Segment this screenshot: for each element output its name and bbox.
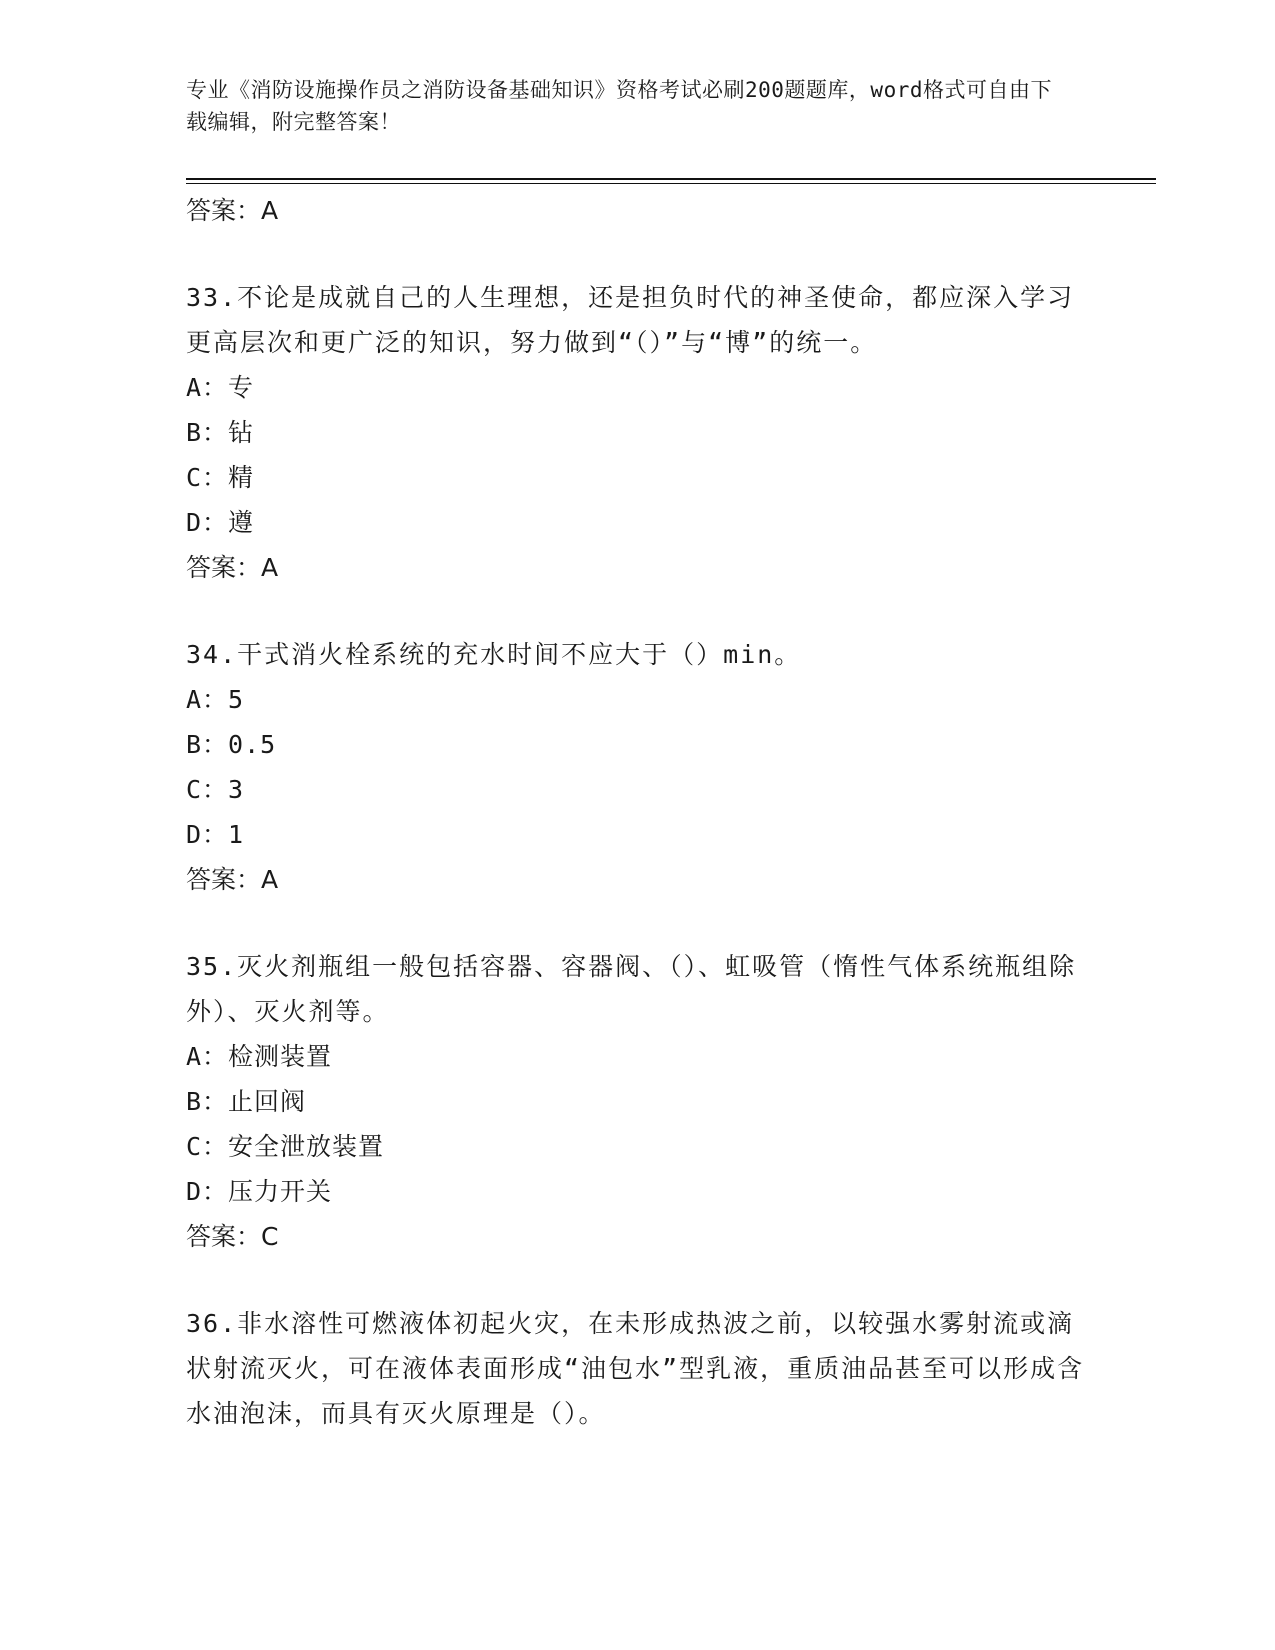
- question-35: [186, 944, 1086, 1259]
- question-36: [186, 1301, 1086, 1436]
- question-stem: 36.非水溶性可燃液体初起火灾，在未形成热波之前，以较强水雾射流或滴状射流灭火，可在液体表面形成“油包水”型乳液，重质油品甚至可以形成含水油泡沫，而具有灭火原理是（）。: [186, 1309, 1085, 1428]
- option-a: A：5: [186, 685, 245, 714]
- option-b: B：止回阀: [186, 1087, 307, 1116]
- option-b: B：钻: [186, 418, 255, 447]
- option-c: C：3: [186, 775, 245, 804]
- option-d: D：压力开关: [186, 1177, 333, 1206]
- option-d: D：1: [186, 820, 245, 849]
- answer-line: 答案：A: [186, 553, 279, 582]
- answer-line: 答案：C: [186, 1222, 279, 1251]
- option-c: C：安全泄放装置: [186, 1132, 385, 1161]
- option-b: B：0.5: [186, 730, 277, 759]
- option-a: A：检测装置: [186, 1042, 333, 1071]
- header-divider-thick: [186, 178, 1156, 180]
- question-34: [186, 632, 1086, 902]
- answer-line: 答案：A: [186, 865, 279, 894]
- option-a: A：专: [186, 373, 255, 402]
- previous-question-answer: 答案：A: [186, 196, 279, 225]
- option-d: D：遵: [186, 508, 255, 537]
- document-header: 专业《消防设施操作员之消防设备基础知识》资格考试必刷200题题库，word格式可自由下载编辑，附完整答案！: [186, 78, 1052, 134]
- question-stem: 34.干式消火栓系统的充水时间不应大于（）min。: [186, 640, 802, 669]
- question-stem: 35.灭火剂瓶组一般包括容器、容器阀、（）、虹吸管（惰性气体系统瓶组除外）、灭火剂等。: [186, 952, 1077, 1026]
- option-c: C：精: [186, 463, 255, 492]
- question-33: [186, 275, 1086, 590]
- question-stem: 33.不论是成就自己的人生理想，还是担负时代的神圣使命，都应深入学习更高层次和更广泛的知识，努力做到“（）”与“博”的统一。: [186, 283, 1075, 357]
- header-divider-thin: [186, 183, 1156, 184]
- question-list: [186, 188, 1086, 1478]
